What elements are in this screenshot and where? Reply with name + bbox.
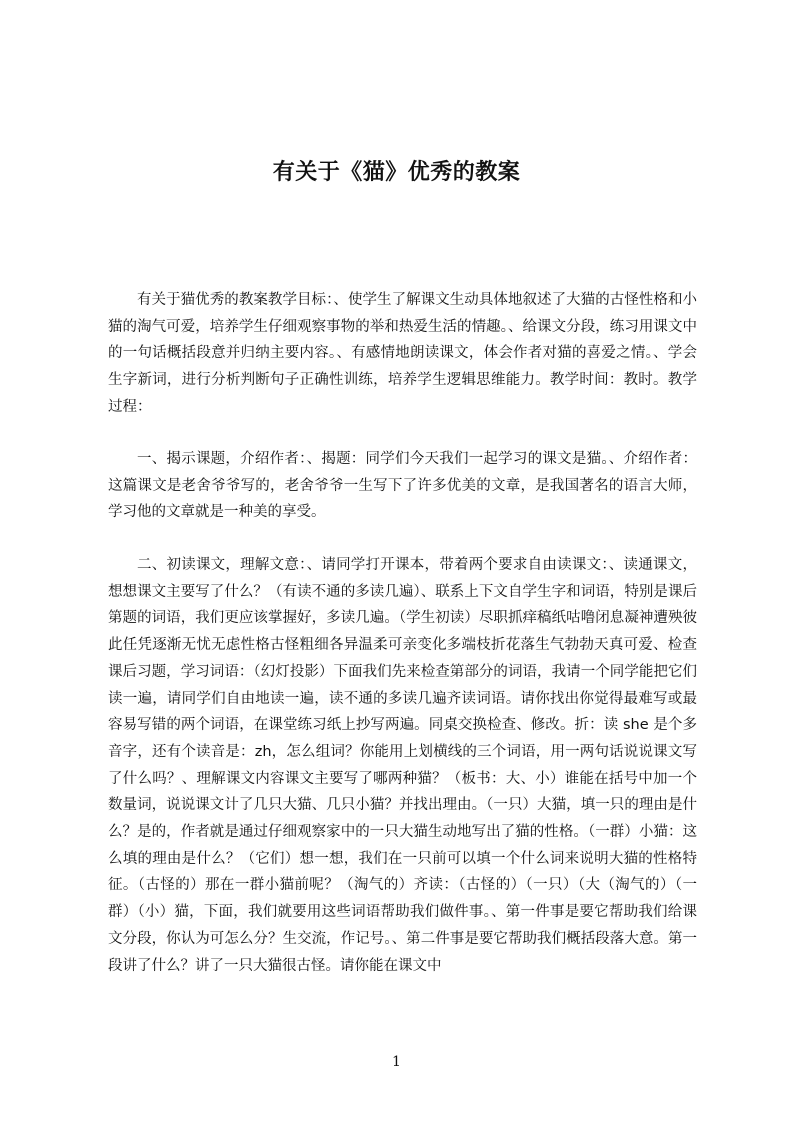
paragraph-objectives: 有关于猫优秀的教案教学目标：、使学生了解课文生动具体地叙述了大猫的古怪性格和小猫的淘气可爱，培养学生仔细观察事物的举和热爱生活的情趣。、给课文分段，练习用课文中的一句话概括段意并归纳主要内容。、有感情地朗读课文，体会作者对猫的喜爱之情。、学会生字新词，进行分析判断句子正确性训练，培养学生逻辑思维能力。教学时间：教时。教学过程： — [108, 292, 697, 415]
page-number: 1 — [392, 1054, 401, 1070]
paragraph-section-two: 二、初读课文，理解文意：、请同学打开课本，带着两个要求自由读课文：、读通课文，想想课文主要写了什么？（有读不通的多读几遍）、联系上下文自学生字和词语，特别是课后第题的词语，我们更应该掌握好，多读几遍。（学生初读）尽职抓痒稿纸咕噜闭息凝神遭殃彼此任凭逐渐无忧无虑性格古怪粗细各异温柔可亲变化多端枝折花落生气勃勃天真可爱、检查课后习题，学习词语：（幻灯投影）下面我们先来检查第部分的词语，我请一个同学能把它们读一遍，请同学们自由地读一遍，读不通的多读几遍齐读词语。请你找出你觉得最难写或最容易写错的两个词语，在课堂练习纸上抄写两遍。同桌交换检查、修改。折：读 she 是个多音字，还有个读音是：zh，怎么组词？你能用上划横线的三个词语，用一两句话说说课文写了什么吗？、理解课文内容课文主要写了哪两种猫？（板书：大、小）谁能在括号中加一个数量词，说说课文计了几只大猫、几只小猫？并找出理由。（一只）大猫，填一只的理由是什么？是的，作者就是通过仔细观察家中的一只大猫生动地写出了猫的性格。（一群）小猫：这么填的理由是什么？（它们）想一想，我们在一只前可以填一个什么词来说明大猫的性格特征。（古怪的）那在一群小猫前呢？（淘气的）齐读：（古怪的）（一只）（大（淘气的）（一群）（小）猫，下面，我们就要用这些词语帮助我们做件事。、第一件事是要它帮助我们给课文分段，你认为可怎么分？生交流，作记号。、第二件事是要它帮助我们概括段落大意。第一段讲了什么？讲了一只大猫很古怪。请你能在课文中 — [108, 557, 697, 974]
paragraph-section-one: 一、揭示课题，介绍作者：、揭题：同学们今天我们一起学习的课文是猫。、介绍作者：这篇课文是老舍爷爷写的，老舍爷爷一生写下了许多优美的文章，是我国著名的语言大师，学习他的文章就是一种美的享受。 — [108, 451, 697, 521]
page-title: 有关于《猫》优秀的教案 — [272, 159, 521, 185]
